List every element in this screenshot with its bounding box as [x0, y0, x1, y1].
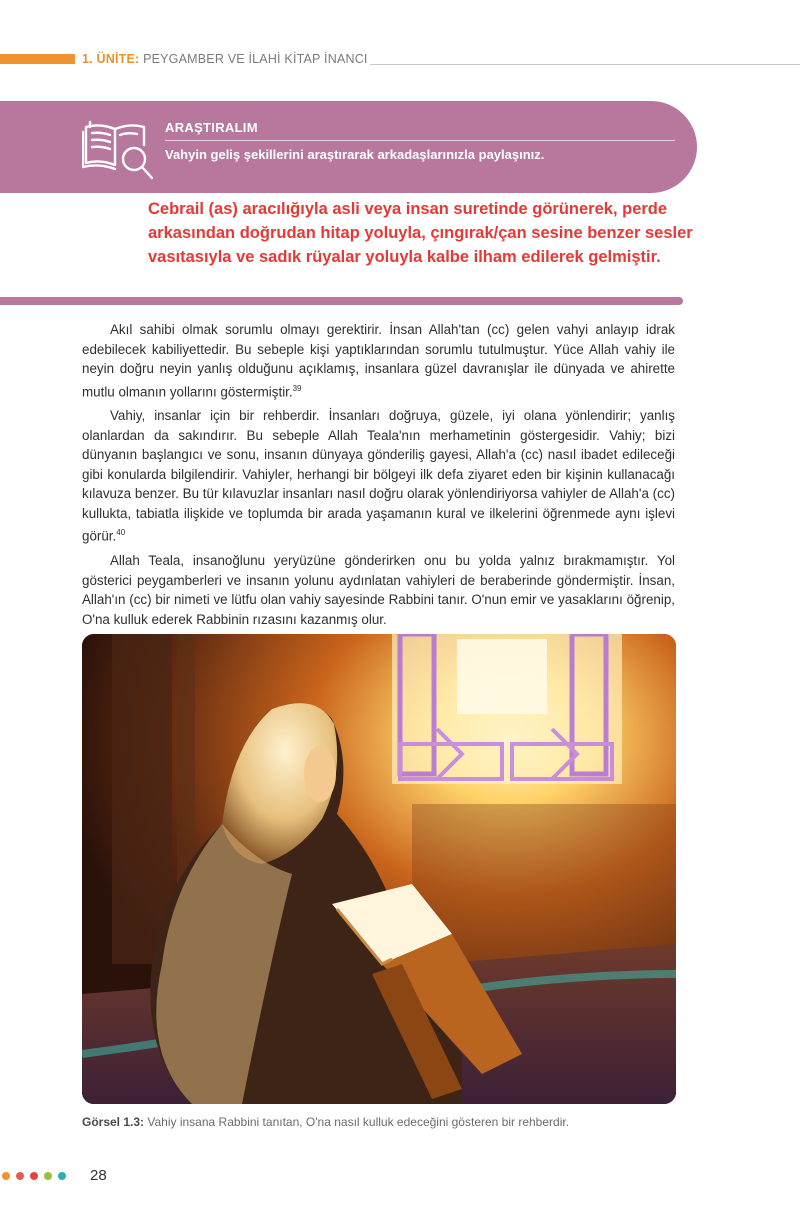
footer-dots [2, 1172, 66, 1180]
research-task: Vahyin geliş şekillerini araştırarak arkadaşlarınızla paylaşınız. [165, 147, 545, 162]
research-box-bottom-band [0, 297, 683, 305]
figure-caption-text: Vahiy insana Rabbini tanıtan, O'na nasıl kulluk edeceğini gösteren bir rehberdir. [147, 1115, 570, 1129]
footer-dot [44, 1172, 52, 1180]
paragraph-3-text: Allah Teala, insanoğlunu yeryüzüne gönderirken onu bu yolda yalnız bırakmamıştır. Yol gösterici peygamberleri ve insanın yolunu aydınlatan vahiyleri de beraberinde göndermiştir. İnsan, Allah'ın (cc) bir nimeti ve lütfu olan vahiy sayesinde Rabbini tanır. O'nun emir ve yasaklarını öğrenip, O'na kulluk ederek Rabbinin rızasını kazanmış olur. [82, 553, 675, 627]
unit-title: PEYGAMBER VE İLAHİ KİTAP İNANCI [143, 52, 368, 66]
figure-caption [82, 1115, 569, 1129]
paragraph-1 [82, 320, 675, 401]
header-rule [370, 64, 800, 65]
unit-header [82, 52, 368, 66]
figure-label: Görsel 1.3: [82, 1115, 145, 1129]
book-magnifier-icon [82, 115, 157, 183]
unit-number: 1. ÜNİTE: [82, 52, 140, 66]
footnote-ref-39: 39 [292, 383, 302, 393]
figure-photo [82, 634, 676, 1104]
footer-dot [2, 1172, 10, 1180]
footer-dot [16, 1172, 24, 1180]
paragraph-3 [82, 551, 675, 629]
research-divider [165, 140, 675, 141]
paragraph-1-text: Akıl sahibi olmak sorumlu olmayı gerektirir. İnsan Allah'tan (cc) gelen vahyi anlayıp idrak edebilecek kabiliyettedir. Bu sebeple kişi yaptıklarından sorumlu tutulmuştur. Yüce Allah vahiy ile neyin doğru neyin yanlış olduğunu açıklamış, insanlara güzel davranışlar ile dünyada ve ahirette mutlu olmanın yollarını göstermiştir. [82, 322, 675, 399]
page-number: 28 [90, 1167, 107, 1184]
research-title: ARAŞTIRALIM [165, 120, 258, 135]
body-text [82, 320, 675, 634]
paragraph-2-text: Vahiy, insanlar için bir rehberdir. İnsanları doğruya, güzele, iyi olana yönlendirir; yanlış olanlardan da sakındırır. Bu sebeple Allah Teala'nın merhametinin göstergesidir. Vahiy; bizi dünyanın başlangıcı ve sonu, insanın dünyaya gönderiliş gayesi, Allah'a (cc) nasıl ibadet edileceği gibi konularda bilgilendirir. Vahiyler, herhangi bir bölgeyi ilk defa ziyaret eden bir kişinin kullanacağı kılavuza benzer. Bu tür kılavuzlar insanları nasıl doğru olarak yönlendiriyorsa vahiyler de Allah'a (cc) kullukta, tabiatla ilişkide ve toplumda bir arada yaşamanın kural ve ilkelerini öğrenmede aynı işlevi görür. [82, 408, 675, 544]
footer-dot [58, 1172, 66, 1180]
footnote-ref-40: 40 [116, 528, 126, 538]
header-accent-bar [0, 54, 75, 64]
research-answer: Cebrail (as) aracılığıyla asli veya insan suretinde görünerek, perde arkasından doğrudan hitap yoluyla, çıngırak/çan sesine benzer sesler vasıtasıyla ve sadık rüyalar yoluyla kalbe ilham edilerek gelmiştir. [148, 200, 693, 266]
footer-dot [30, 1172, 38, 1180]
woman-reading-quran-illustration [82, 634, 676, 1104]
paragraph-2 [82, 406, 675, 546]
